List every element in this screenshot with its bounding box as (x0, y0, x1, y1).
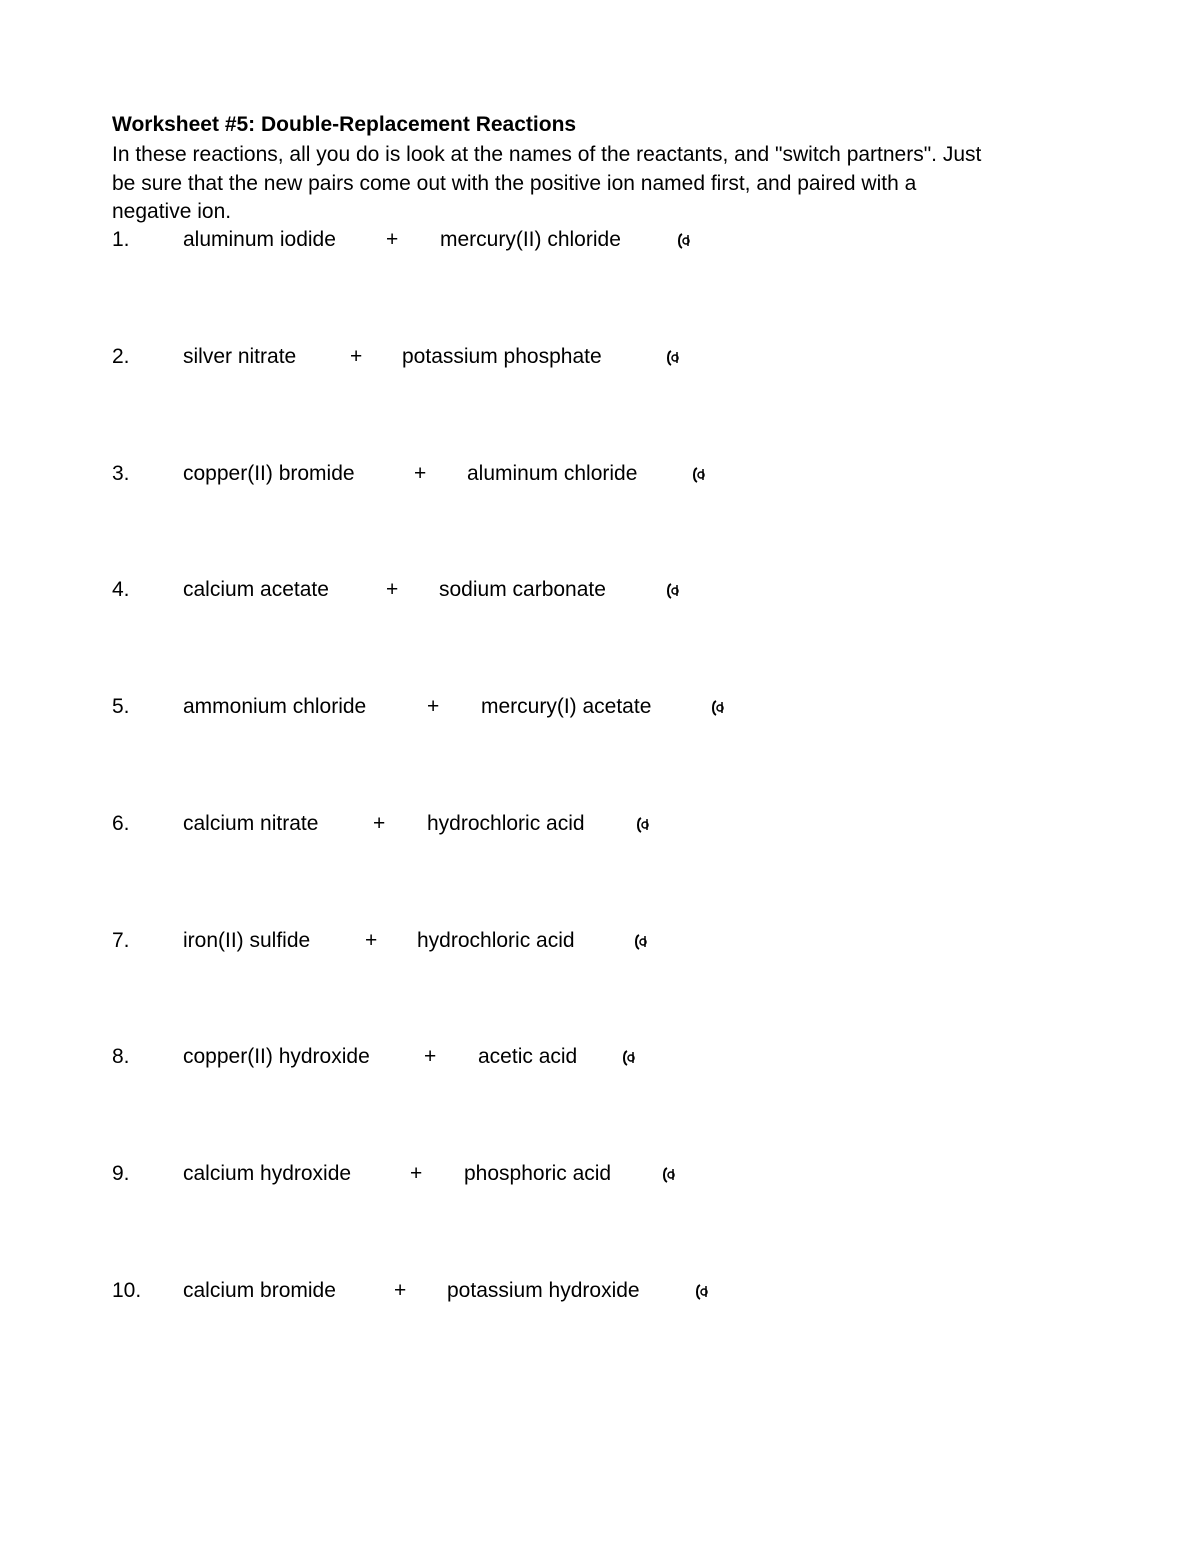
reactant-2: hydrochloric acid (427, 812, 585, 835)
intro-line: In these reactions, all you do is look at the names of the reactants, and "switch partners". Just (112, 143, 982, 166)
plus-sign: + (350, 345, 363, 368)
reactant-2: mercury(I) acetate (481, 695, 652, 718)
reactant-1: calcium bromide (183, 1279, 336, 1302)
reactant-1: iron(II) sulfide (183, 929, 311, 952)
problem-number: 3. (112, 462, 130, 485)
problem-row (112, 576, 1012, 604)
arrow-icon (666, 583, 680, 599)
plus-sign: + (410, 1162, 423, 1185)
problem-row (112, 226, 1012, 254)
problem-number: 7. (112, 929, 130, 952)
problem-row (112, 927, 1012, 955)
plus-sign: + (386, 578, 399, 601)
problem-row (112, 1277, 1012, 1305)
arrow-icon (622, 1050, 636, 1066)
arrow-icon (692, 467, 706, 483)
reactant-2: hydrochloric acid (417, 929, 575, 952)
reactant-1: ammonium chloride (183, 695, 367, 718)
reactant-1: aluminum iodide (183, 228, 336, 251)
plus-sign: + (386, 228, 399, 251)
reactant-1: calcium acetate (183, 578, 329, 601)
plus-sign: + (373, 812, 386, 835)
intro-line: be sure that the new pairs come out with the positive ion named first, and paired with a (112, 171, 917, 195)
worksheet-title: Worksheet #5: Double-Replacement Reactions (112, 113, 577, 136)
reactant-2: potassium hydroxide (447, 1279, 640, 1302)
reactant-2: acetic acid (478, 1045, 578, 1068)
reactant-1: silver nitrate (183, 345, 297, 368)
reactant-2: phosphoric acid (464, 1162, 612, 1185)
plus-sign: + (414, 462, 427, 485)
reactant-1: calcium hydroxide (183, 1162, 352, 1185)
plus-sign: + (365, 929, 378, 952)
problem-row (112, 810, 1012, 838)
arrow-icon (636, 817, 650, 833)
problem-row (112, 343, 1012, 371)
plus-sign: + (394, 1279, 407, 1302)
arrow-icon (711, 700, 725, 716)
problem-number: 10. (112, 1279, 142, 1302)
arrow-icon (662, 1167, 676, 1183)
plus-sign: + (424, 1045, 437, 1068)
arrow-icon (677, 233, 691, 249)
reactant-2: potassium phosphate (402, 345, 602, 368)
reactant-2: aluminum chloride (467, 462, 638, 485)
problem-number: 5. (112, 695, 130, 718)
problem-row (112, 693, 1012, 721)
problem-number: 6. (112, 812, 130, 835)
reactant-1: calcium nitrate (183, 812, 319, 835)
reactant-1: copper(II) hydroxide (183, 1045, 370, 1068)
intro-paragraph (112, 141, 1102, 227)
arrow-icon (634, 934, 648, 950)
arrow-icon (666, 350, 680, 366)
reactant-2: sodium carbonate (439, 578, 606, 601)
problem-number: 4. (112, 578, 130, 601)
problem-number: 1. (112, 228, 130, 251)
problem-number: 8. (112, 1045, 130, 1068)
problem-number: 9. (112, 1162, 130, 1185)
problem-row (112, 1043, 1012, 1071)
problem-number: 2. (112, 345, 130, 368)
reactant-2: mercury(II) chloride (440, 228, 621, 251)
reactant-1: copper(II) bromide (183, 462, 355, 485)
problem-row (112, 460, 1012, 488)
problem-row (112, 1160, 1012, 1188)
intro-line: negative ion. (112, 200, 232, 223)
plus-sign: + (427, 695, 440, 718)
arrow-icon (695, 1284, 709, 1300)
